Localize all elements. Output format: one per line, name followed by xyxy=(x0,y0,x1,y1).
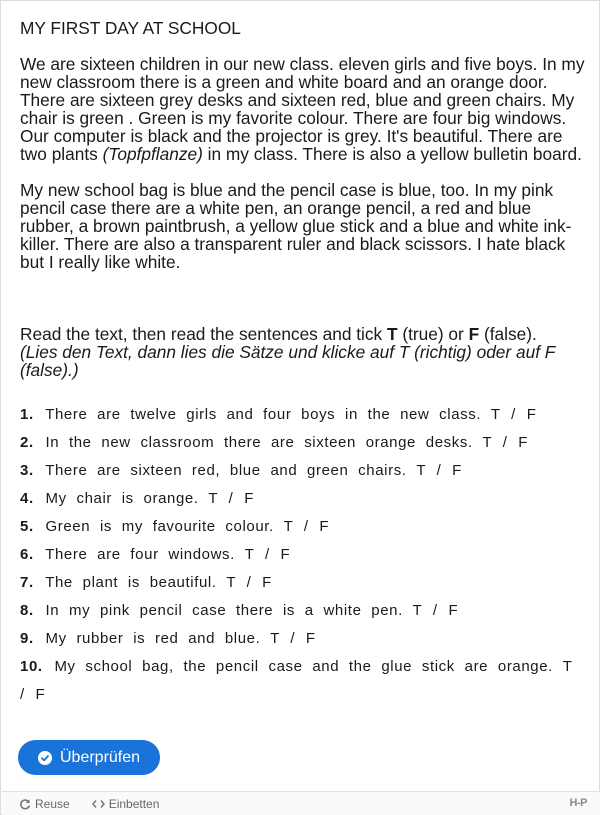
question-number: 8. xyxy=(20,602,34,619)
true-false-options[interactable]: T / F xyxy=(416,462,462,479)
true-false-options[interactable]: T / F xyxy=(482,434,529,451)
instruction-part3: (false). xyxy=(479,324,537,344)
spacer xyxy=(20,289,585,325)
story-paragraph-1 xyxy=(20,55,585,163)
question-number: 5. xyxy=(20,518,34,535)
instruction-part2: (true) or xyxy=(397,324,469,344)
question-text: In the new classroom there are sixteen orange desks. xyxy=(45,434,473,451)
question-number: 7. xyxy=(20,574,34,591)
reuse-label: Reuse xyxy=(35,796,70,811)
paragraph-1-text-b: in my class. There is also a yellow bulletin board. xyxy=(202,144,582,164)
question-text: The plant is beautiful. xyxy=(45,574,217,591)
question-item xyxy=(20,625,585,653)
embed-link[interactable] xyxy=(92,797,160,811)
question-text: In my pink pencil case there is a white pen. xyxy=(45,602,403,619)
h5p-logo: H-P xyxy=(569,797,587,809)
page-title: MY FIRST DAY AT SCHOOL xyxy=(20,18,241,38)
instruction-true-letter: T xyxy=(386,324,398,344)
instruction-part1: Read the text, then read the sentences and tick xyxy=(20,324,387,344)
instruction-false-letter: F xyxy=(468,324,480,344)
question-number: 10. xyxy=(20,658,43,675)
question-number: 3. xyxy=(20,462,34,479)
question-text: My chair is orange. xyxy=(45,490,199,507)
paragraph-1-text-a: We are sixteen children in our new class. eleven girls and five boys. In my new classroom there is a green and white board and an orange door. There are sixteen grey desks and sixteen red, blue and green chairs. My chair is green . Green is my favorite colour. There are four big windows. Our computer is black and the projector is grey. It's beautiful. There are two plants xyxy=(20,54,585,164)
question-text: My rubber is red and blue. xyxy=(45,630,261,647)
question-item xyxy=(20,513,585,541)
question-list xyxy=(20,401,585,709)
true-false-options[interactable]: T / F xyxy=(20,658,573,703)
question-item xyxy=(20,485,585,513)
question-number: 6. xyxy=(20,546,34,563)
true-false-options[interactable]: T / F xyxy=(270,630,316,647)
true-false-options[interactable]: T / F xyxy=(244,546,291,563)
check-circle-icon xyxy=(38,751,52,765)
reuse-link[interactable] xyxy=(19,797,70,811)
question-item xyxy=(20,597,585,625)
check-button[interactable] xyxy=(18,740,160,775)
story-paragraph-2: My new school bag is blue and the pencil case is blue, too. In my pink pencil case there are a white pen, an orange pencil, a red and blue rubber, a brown paintbrush, a yellow glue stick and a blue and white ink-killer. There are also a transparent ruler and black scissors. I hate black but I really like white. xyxy=(20,180,572,272)
content-area xyxy=(20,19,585,709)
question-text: There are four windows. xyxy=(45,546,235,563)
question-item xyxy=(20,653,585,709)
paragraph-1-italic: (Topfpflanze) xyxy=(102,144,203,164)
question-number: 1. xyxy=(20,406,34,423)
code-icon xyxy=(92,799,105,809)
question-item xyxy=(20,401,585,429)
true-false-options[interactable]: T / F xyxy=(283,518,330,535)
question-text: There are twelve girls and four boys in the new class. xyxy=(45,406,482,423)
question-item xyxy=(20,541,585,569)
instruction-en xyxy=(20,325,585,343)
reuse-icon xyxy=(19,798,31,810)
question-number: 4. xyxy=(20,490,34,507)
embed-label: Einbetten xyxy=(108,796,160,811)
footer-bar xyxy=(2,791,600,815)
question-number: 2. xyxy=(20,434,34,451)
true-false-options[interactable]: T / F xyxy=(208,490,254,507)
true-false-options[interactable]: T / F xyxy=(490,406,537,423)
question-text: There are sixteen red, blue and green chairs. xyxy=(45,462,407,479)
question-item xyxy=(20,457,585,485)
question-item xyxy=(20,569,585,597)
true-false-options[interactable]: T / F xyxy=(412,602,459,619)
true-false-options[interactable]: T / F xyxy=(226,574,272,591)
question-text: My school bag, the pencil case and the glue stick are orange. xyxy=(54,658,553,675)
question-number: 9. xyxy=(20,630,34,647)
instruction-de: (Lies den Text, dann lies die Sätze und klicke auf T (richtig) oder auf F (false).) xyxy=(20,342,556,380)
check-button-label: Überprüfen xyxy=(60,748,141,766)
question-item xyxy=(20,429,585,457)
question-text: Green is my favourite colour. xyxy=(45,518,274,535)
